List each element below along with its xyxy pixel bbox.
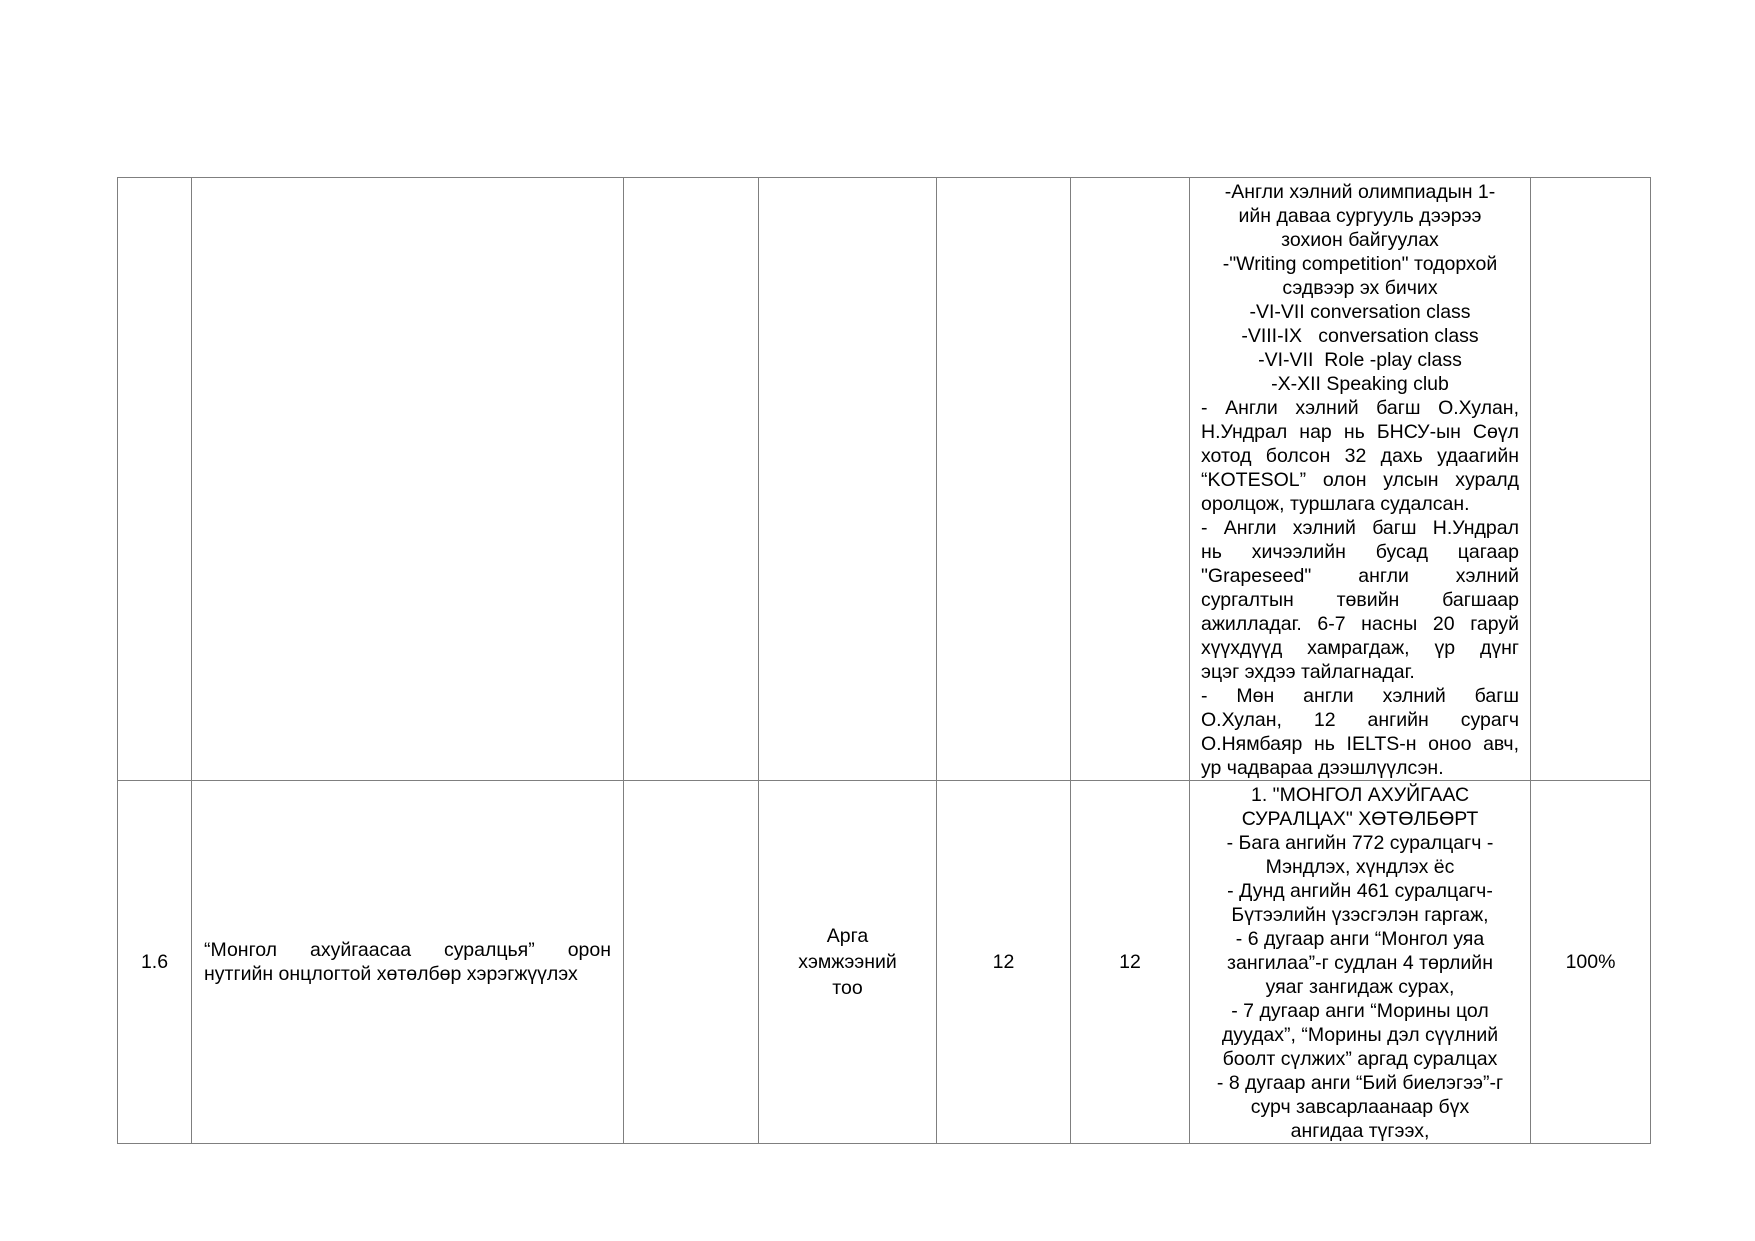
details-line: -X-XII Speaking club	[1271, 373, 1449, 395]
activity-line: “Монгол ахуйгаасаа суралцья” орон	[204, 939, 611, 961]
empty-cell	[624, 178, 759, 781]
activity-cell	[192, 781, 624, 1144]
details-line: Мэндлэх, хүндлэх ёс	[1265, 856, 1455, 878]
details-line: - Мөн англи хэлний багш	[1201, 685, 1519, 707]
details-line: "Grapeseed" англи хэлний	[1201, 565, 1519, 587]
empty-cell	[624, 781, 759, 1144]
actual-cell	[1071, 178, 1190, 781]
details-line: зохион байгуулах	[1281, 229, 1439, 251]
details-line: ийн даваа сургууль дээрээ	[1238, 205, 1482, 227]
target-cell	[937, 178, 1071, 781]
details-line: - Англи хэлний багш Н.Ундрал	[1201, 517, 1519, 539]
details-line: хүүхдүүд хамрагдаж, үр дүнг	[1201, 637, 1519, 659]
activity-cell	[192, 178, 624, 781]
percent-cell: 100%	[1531, 781, 1651, 1144]
details-line: нь хичээлийн бусад цагаар	[1201, 541, 1519, 563]
row-number-cell	[118, 178, 192, 781]
details-line: -VIII-IX conversation class	[1241, 325, 1479, 347]
percent-cell	[1531, 178, 1651, 781]
details-line: “KOTESOL” олон улсын хуралд	[1201, 469, 1519, 491]
details-line: сурч завсарлаанаар бүх	[1250, 1096, 1470, 1118]
details-line: дуудах”, “Морины дэл сүүлний	[1221, 1024, 1499, 1046]
details-line: 1. "МОНГОЛ АХУЙГААС	[1250, 784, 1470, 806]
details-cell	[1190, 781, 1531, 1144]
activity-line: нутгийн онцлогтой хөтөлбөр хэрэгжүүлэх	[204, 963, 578, 985]
details-line: зангилаа”-г судлан 4 төрлийн	[1227, 952, 1493, 974]
details-line: - Дунд ангийн 461 суралцагч-	[1227, 880, 1493, 902]
details-line: - 8 дугаар анги “Бий биелэгээ”-г	[1216, 1072, 1504, 1094]
details-line: - Англи хэлний багш О.Хулан,	[1201, 397, 1519, 419]
details-cell	[1190, 178, 1531, 781]
details-line: эцэг эхдээ тайлагнадаг.	[1201, 661, 1415, 683]
table-row	[118, 178, 1651, 781]
details-line: ажилладаг. 6-7 насны 20 гаруй	[1201, 613, 1519, 635]
details-line: -"Writing competition" тодорхой	[1222, 253, 1498, 275]
details-line: - 7 дугаар анги “Морины цол	[1231, 1000, 1489, 1022]
unit-line: хэмжээний	[798, 951, 897, 973]
details-line: СУРАЛЦАХ" ХӨТӨЛБӨРТ	[1241, 808, 1479, 830]
unit-cell	[759, 178, 937, 781]
report-table	[117, 177, 1651, 1144]
details-justified-block	[1201, 396, 1519, 780]
details-line: - Бага ангийн 772 суралцагч -	[1226, 832, 1494, 854]
actual-cell: 12	[1071, 781, 1190, 1144]
details-line: сургалтын төвийн багшаар	[1201, 589, 1519, 611]
unit-line: тоо	[832, 977, 863, 999]
details-line: - 6 дугаар анги “Монгол уяа	[1235, 928, 1485, 950]
row-number-cell: 1.6	[118, 781, 192, 1144]
details-line: -VI-VII conversation class	[1249, 301, 1471, 323]
details-line: боолт сүлжих” аргад суралцах	[1222, 1048, 1498, 1070]
unit-line: Арга	[826, 925, 869, 947]
details-line: -VI-VII Role -play class	[1258, 349, 1462, 371]
details-line: оролцож, туршлага судалсан.	[1201, 493, 1470, 515]
target-cell: 12	[937, 781, 1071, 1144]
details-line: ангидаа түгээх,	[1290, 1120, 1430, 1142]
details-line: Бүтээлийн үзэсгэлэн гаргаж,	[1231, 904, 1489, 926]
details-line: О.Хулан, 12 ангийн сурагч	[1201, 709, 1519, 731]
details-centered-block	[1201, 180, 1519, 396]
table-row	[118, 781, 1651, 1144]
details-line: ур чадвараа дээшлүүлсэн.	[1201, 757, 1444, 779]
details-line: уяаг зангидаж сурах,	[1265, 976, 1455, 998]
details-line: сэдвээр эх бичих	[1282, 277, 1438, 299]
details-line: О.Нямбаяр нь IELTS-н оноо авч,	[1201, 733, 1519, 755]
unit-cell	[759, 781, 937, 1144]
details-line: хотод болсон 32 дахь удаагийн	[1201, 445, 1519, 467]
details-line: -Англи хэлний олимпиадын 1-	[1224, 181, 1496, 203]
details-line: Н.Ундрал нар нь БНСУ-ын Сөүл	[1201, 421, 1519, 443]
